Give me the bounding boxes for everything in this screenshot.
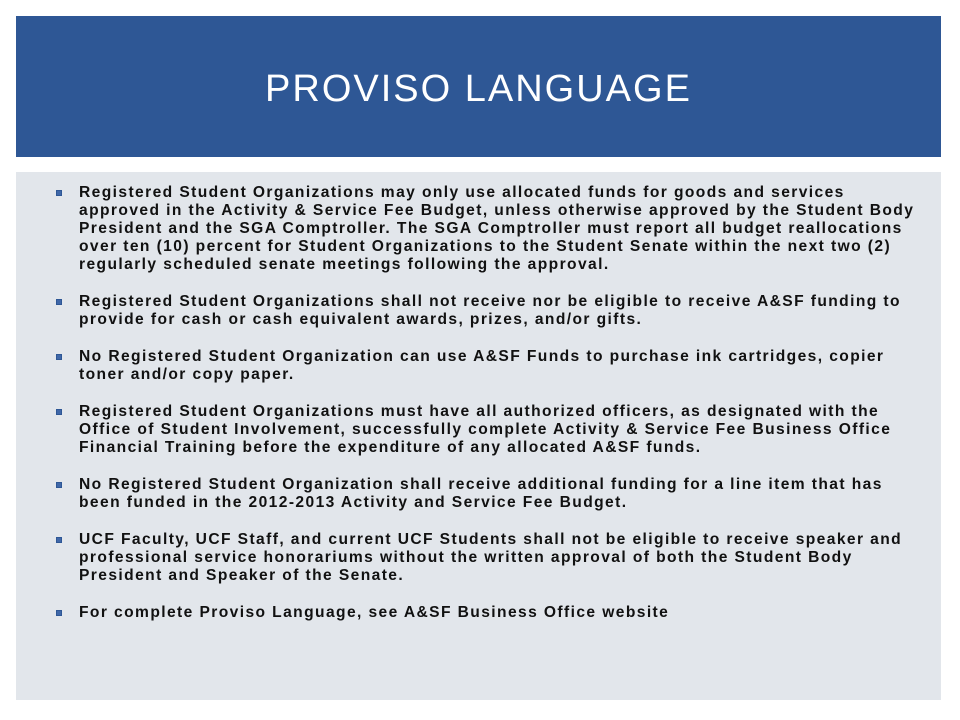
bullet-item bbox=[56, 293, 917, 329]
slide-title: PROVISO LANGUAGE bbox=[265, 68, 692, 110]
bullet-text: UCF Faculty, UCF Staff, and current UCF Students shall not be eligible to receive speaker and professional service honorariums without the written approval of both the Student Body President and Speaker of the Senate. bbox=[79, 531, 903, 584]
bullet-item bbox=[56, 348, 917, 384]
title-band bbox=[16, 16, 941, 157]
content-panel bbox=[16, 172, 941, 700]
bullet-list bbox=[16, 172, 941, 622]
square-bullet-icon bbox=[56, 537, 62, 543]
bullet-text: No Registered Student Organization shall receive additional funding for a line item that has been funded in the 2012-2013 Activity and Service Fee Budget. bbox=[79, 476, 883, 511]
bullet-text: Registered Student Organizations may only use allocated funds for goods and services approved in the Activity & Service Fee Budget, unless otherwise approved by the Student Body President and the SGA Comptroller. The SGA Comptroller must report all budget reallocations over ten (10) percent for Student Organizations to the Student Senate within the next two (2) regularly scheduled senate meetings following the approval. bbox=[79, 184, 915, 273]
bullet-text: Registered Student Organizations shall not receive nor be eligible to receive A&SF funding to provide for cash or cash equivalent awards, prizes, and/or gifts. bbox=[79, 293, 901, 328]
bullet-text: Registered Student Organizations must have all authorized officers, as designated with the Office of Student Involvement, successfully complete Activity & Service Fee Business Office Financial Training before the expenditure of any allocated A&SF funds. bbox=[79, 403, 892, 456]
bullet-item bbox=[56, 604, 917, 622]
bullet-item bbox=[56, 531, 917, 585]
square-bullet-icon bbox=[56, 354, 62, 360]
square-bullet-icon bbox=[56, 409, 62, 415]
bullet-text: No Registered Student Organization can use A&SF Funds to purchase ink cartridges, copier toner and/or copy paper. bbox=[79, 348, 885, 383]
square-bullet-icon bbox=[56, 482, 62, 488]
bullet-item bbox=[56, 476, 917, 512]
square-bullet-icon bbox=[56, 299, 62, 305]
bullet-item bbox=[56, 184, 917, 274]
square-bullet-icon bbox=[56, 190, 62, 196]
square-bullet-icon bbox=[56, 610, 62, 616]
bullet-item bbox=[56, 403, 917, 457]
bullet-text: For complete Proviso Language, see A&SF Business Office website bbox=[79, 604, 670, 621]
